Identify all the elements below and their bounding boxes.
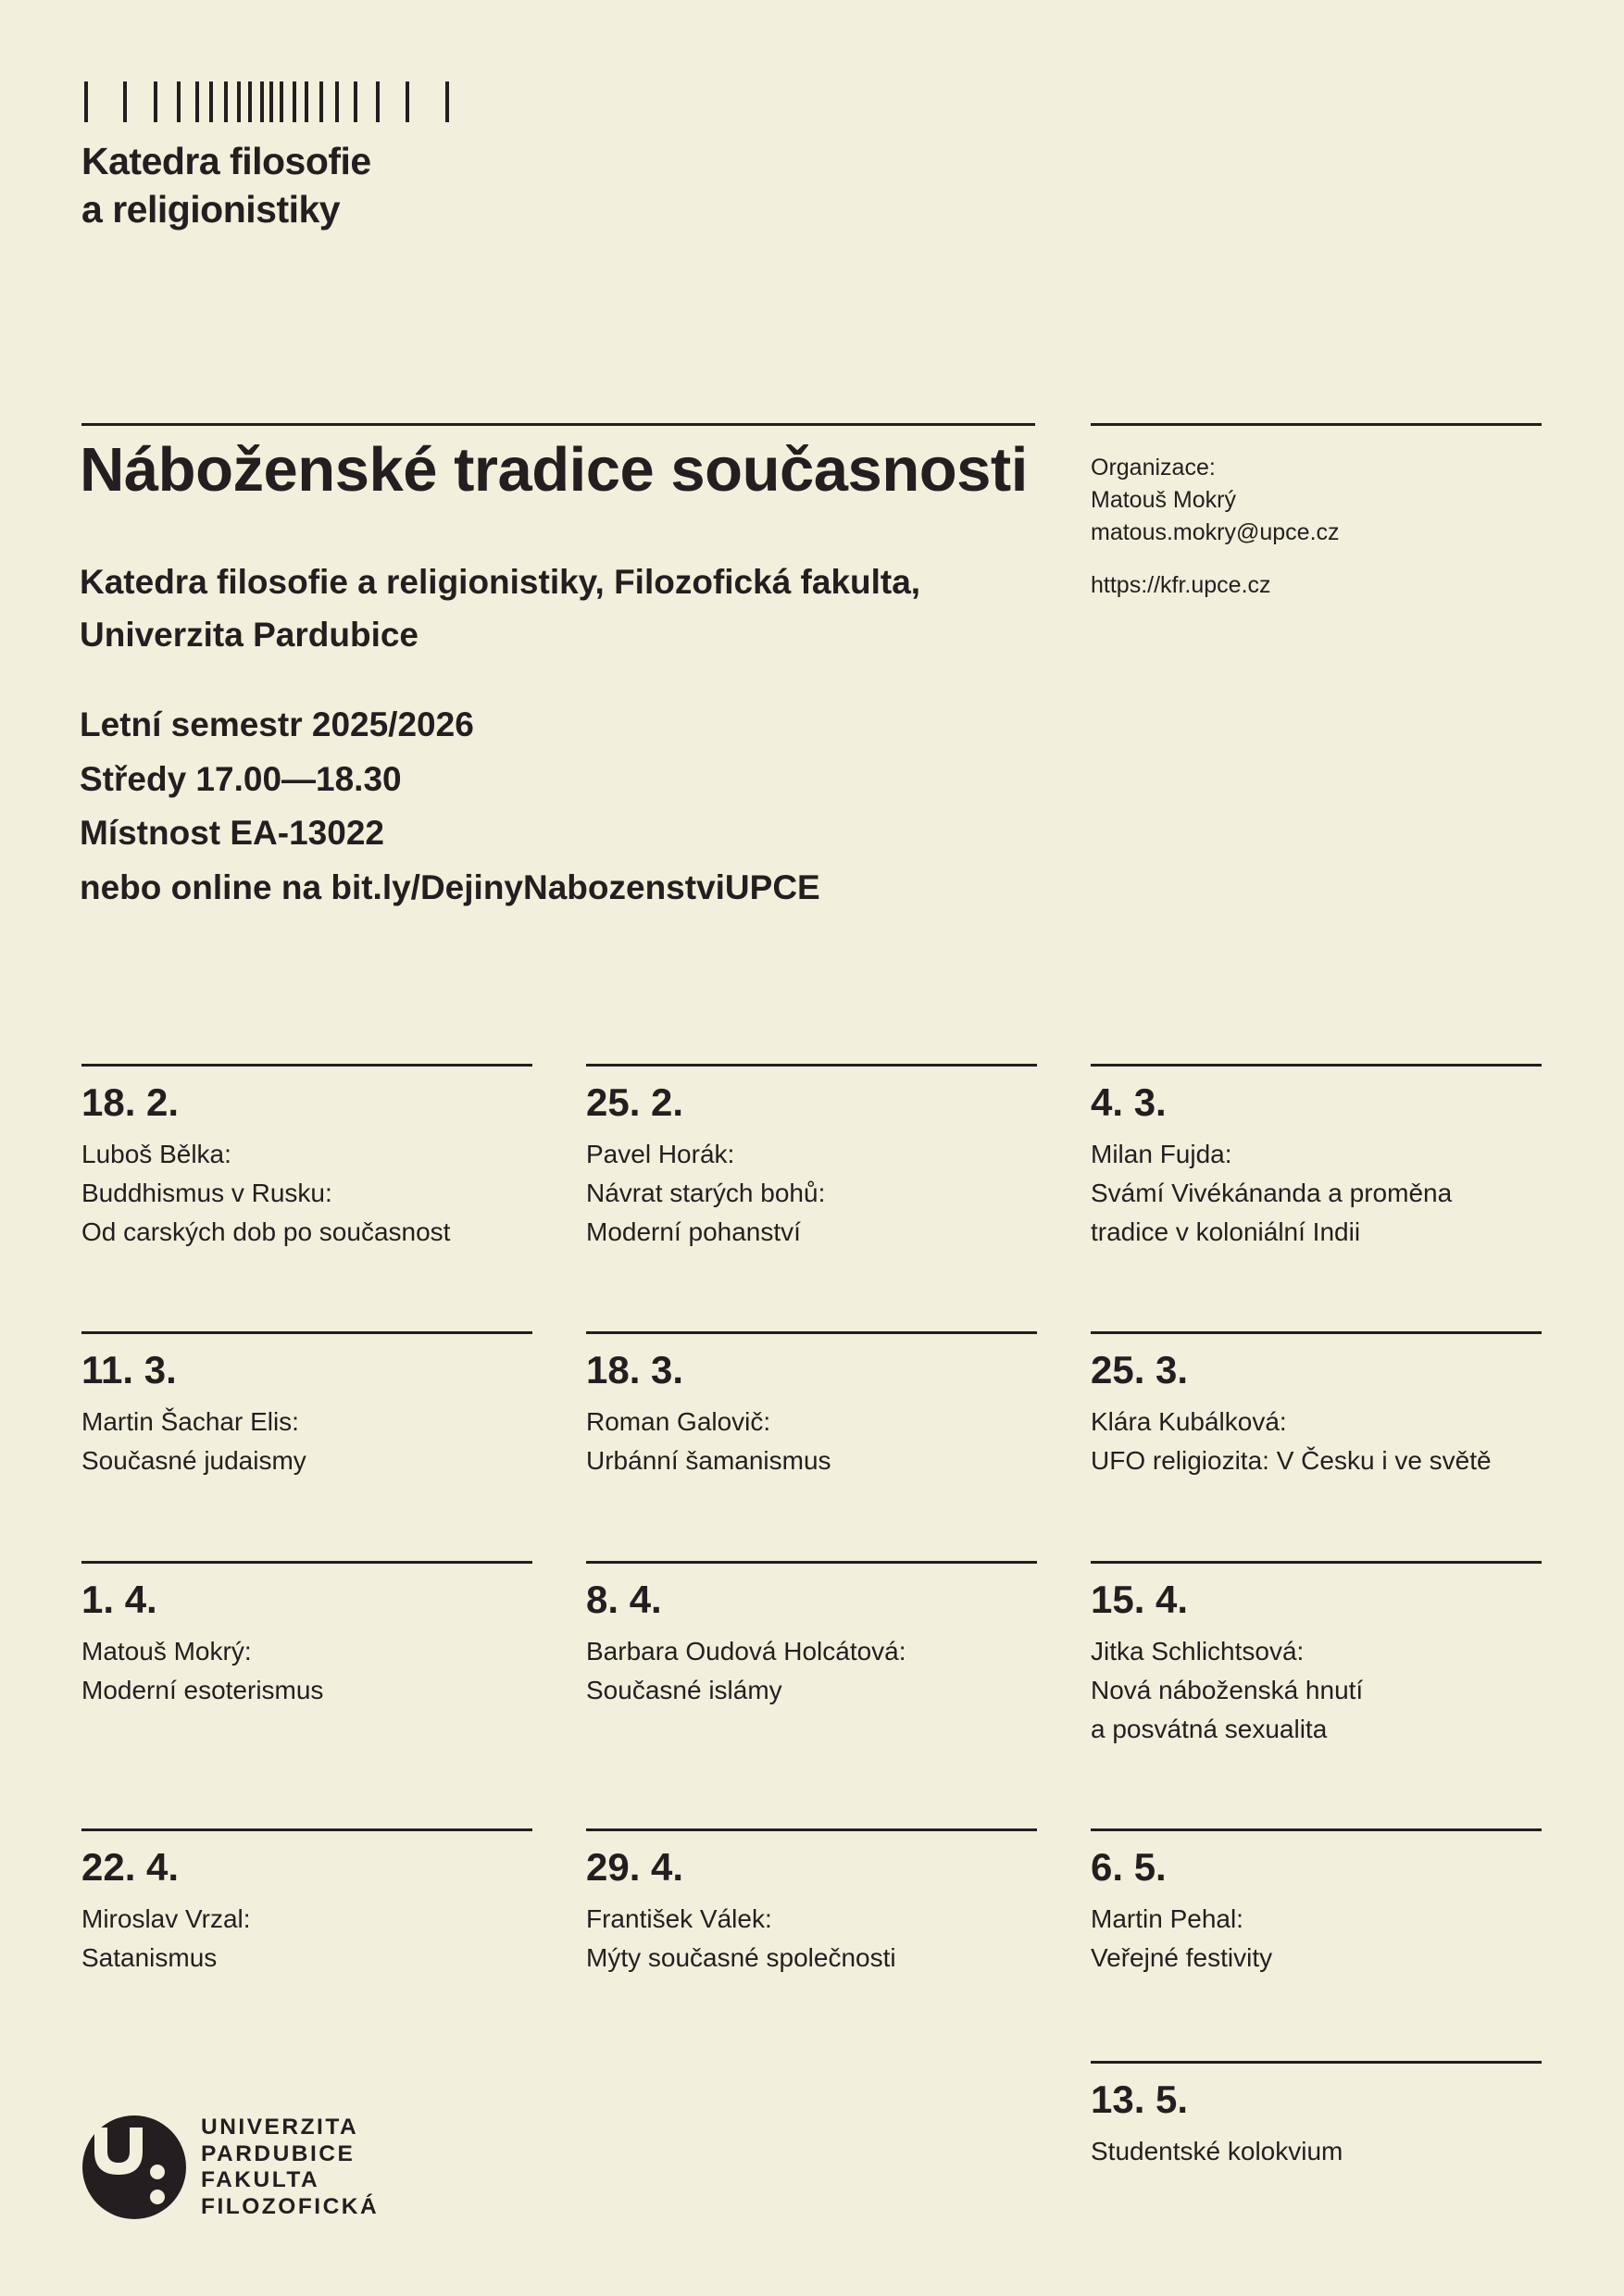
session-topic-line: Nová náboženská hnutí [1091,1676,1364,1704]
session-divider [586,1064,1037,1067]
barcode-bar [84,81,88,122]
session-divider [1091,1064,1542,1067]
website-link[interactable]: https://kfr.upce.cz [1091,572,1271,598]
barcode-bar [209,81,213,122]
session-description [1091,1403,1542,1480]
session-date: 25. 3. [1091,1348,1189,1391]
session-divider [1091,2061,1542,2064]
session-topic-line: UFO religiozita: V Česku i ve světě [1091,1446,1492,1475]
session-description [81,1403,532,1480]
barcode-bar [224,81,228,122]
barcode-bar [445,81,449,122]
session-divider [1091,1828,1542,1831]
session-date: 25. 2. [586,1080,684,1124]
session-divider [81,1828,532,1831]
session-topic-line: Buddhismus v Rusku: [81,1179,332,1207]
barcode-bar [195,81,199,122]
session-divider [586,1828,1037,1831]
barcode-bar [177,81,181,122]
barcode-bar [293,81,296,122]
session-speaker: Roman Galovič: [586,1407,771,1436]
session-description [1091,2132,1542,2171]
session-card [81,1064,532,1252]
session-speaker: Matouš Mokrý: [81,1637,252,1666]
organizer-name: Matouš Mokrý [1091,487,1236,513]
barcode-bar [154,81,157,122]
logo-line: FAKULTA [201,2167,320,2192]
session-topic-line: Moderní esoterismus [81,1676,324,1704]
session-divider [1091,1331,1542,1334]
session-description [1091,1632,1542,1749]
session-date: 18. 2. [81,1080,180,1124]
session-speaker: Miroslav Vrzal: [81,1904,251,1933]
online-link[interactable]: nebo online na bit.ly/DejinyNabozenstviUPCE [80,867,820,906]
session-date: 22. 4. [81,1845,180,1889]
barcode-bar [123,81,127,122]
organizer-info [1091,452,1340,602]
session-date: 13. 5. [1091,2078,1189,2121]
session-description [1091,1135,1542,1252]
title-divider [81,423,1035,426]
subtitle-line: Katedra filosofie a religionistiky, Filozofická fakulta, [80,563,921,601]
session-speaker: Jitka Schlichtsová: [1091,1637,1305,1666]
session-card [586,1561,1037,1710]
barcode-bar [260,81,264,122]
session-topic-line: Svámí Vivékánanda a proměna [1091,1179,1453,1207]
session-card [1091,1064,1542,1252]
sidebar-divider [1091,423,1542,426]
session-speaker: František Válek: [586,1904,772,1933]
session-card [1091,1828,1542,1978]
session-speaker: Klára Kubálková: [1091,1407,1287,1436]
subtitle [80,555,920,661]
session-topic-line: Satanismus [81,1943,218,1972]
session-speaker: Martin Pehal: [1091,1904,1243,1933]
department-line: Katedra filosofie [81,140,371,182]
session-description [586,1632,1037,1710]
session-topic-line: Návrat starých bohů: [586,1179,826,1207]
session-date: 1. 4. [81,1578,157,1621]
session-description [586,1135,1037,1252]
organization-label: Organizace: [1091,455,1216,480]
department-name [81,137,371,233]
session-divider [81,1064,532,1067]
barcode-bar [319,81,323,122]
subtitle-line: Univerzita Pardubice [80,616,419,654]
session-topic-line: Od carských dob po současnost [81,1217,451,1246]
university-logo-text [201,2115,379,2220]
session-divider [81,1561,532,1564]
barcode-bar [335,81,339,122]
session-description [586,1900,1037,1978]
time-line: Středy 17.00—18.30 [80,759,402,798]
session-topic-line: Moderní pohanství [586,1217,801,1246]
room-line: Místnost EA-13022 [80,814,384,852]
session-card [81,1828,532,1978]
session-card [586,1331,1037,1480]
semester-line: Letní semestr 2025/2026 [80,705,474,743]
session-description [1091,1900,1542,1978]
barcode-bar [406,81,409,122]
organizer-email-link[interactable]: matous.mokry@upce.cz [1091,519,1340,545]
session-topic-line: a posvátná sexualita [1091,1715,1328,1743]
session-speaker: Milan Fujda: [1091,1140,1232,1168]
session-date: 18. 3. [586,1348,684,1391]
session-topic-line: Veřejné festivity [1091,1943,1273,1972]
session-card [1091,1561,1542,1749]
session-description [81,1900,532,1978]
logo-line: UNIVERZITA [201,2115,359,2140]
session-date: 11. 3. [81,1348,177,1391]
session-topic-line: Současné islámy [586,1676,782,1704]
session-description [81,1135,532,1252]
session-date: 4. 3. [1091,1080,1167,1124]
session-description [586,1403,1037,1480]
barcode-bar [354,81,357,122]
session-divider [586,1331,1037,1334]
session-card [81,1331,532,1480]
session-divider [1091,1561,1542,1564]
page-title: Náboženské tradice současnosti [80,435,1028,505]
schedule-info [80,698,820,915]
session-topic-line: Současné judaismy [81,1446,306,1475]
session-divider [81,1331,532,1334]
session-description [81,1632,532,1710]
session-speaker: Martin Šachar Elis: [81,1407,299,1436]
logo-line: PARDUBICE [201,2140,356,2166]
session-date: 29. 4. [586,1845,684,1889]
session-topic-line: Urbánní šamanismus [586,1446,831,1475]
session-topic-line: Studentské kolokvium [1091,2137,1343,2165]
session-card [81,1561,532,1710]
session-card [1091,1331,1542,1480]
logo-line: FILOZOFICKÁ [201,2193,380,2219]
session-divider [586,1561,1037,1564]
session-date: 8. 4. [586,1578,662,1621]
session-card [1091,2061,1542,2171]
session-card [586,1064,1037,1252]
session-date: 6. 5. [1091,1845,1167,1889]
barcode-bar [280,81,283,122]
session-topic-line: Mýty současné společnosti [586,1943,896,1972]
session-topic-line: tradice v koloniální Indii [1091,1217,1361,1246]
barcode-bar [269,81,273,122]
barcode-bar [376,81,380,122]
university-logo-icon [81,2115,187,2220]
session-speaker: Pavel Horák: [586,1140,735,1168]
barcode-bar [305,81,308,122]
department-line: a religionistiky [81,188,341,231]
session-speaker: Barbara Oudová Holcátová: [586,1637,906,1666]
session-date: 15. 4. [1091,1578,1189,1621]
barcode-bar [248,81,252,122]
session-speaker: Luboš Bělka: [81,1140,231,1168]
session-card [586,1828,1037,1978]
barcode-bar [237,81,241,122]
